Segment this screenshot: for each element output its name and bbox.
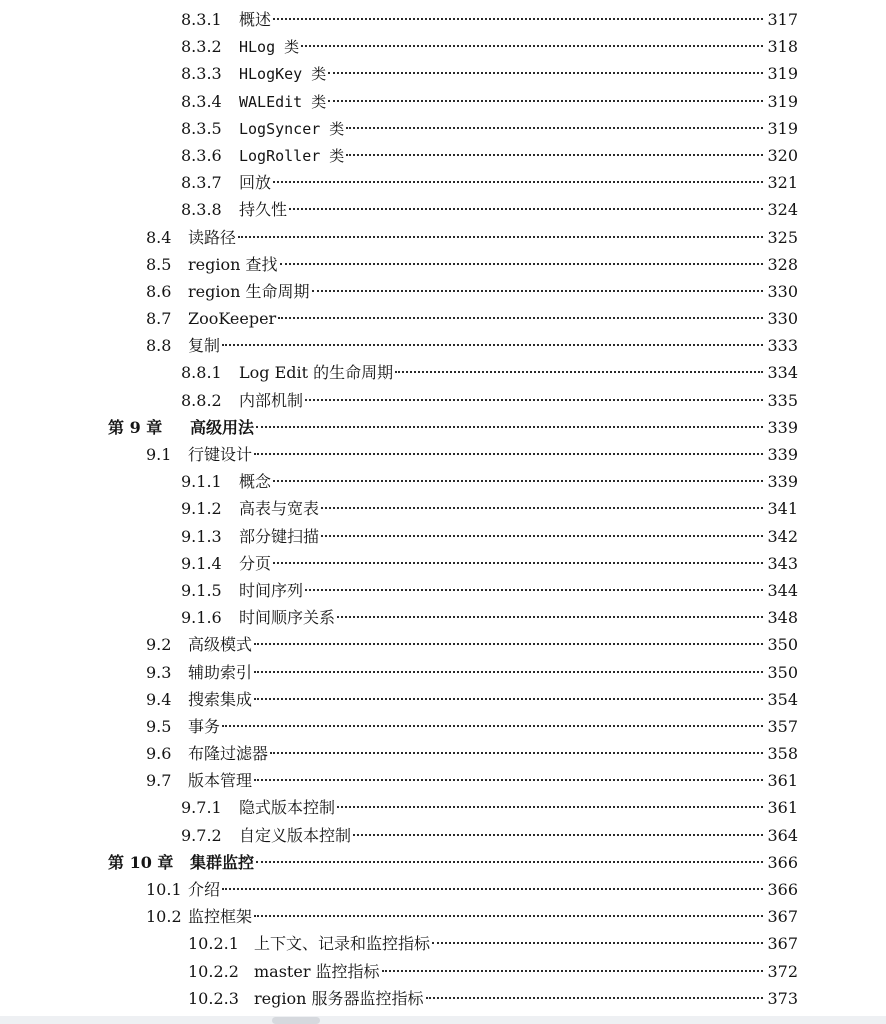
toc-subsection-row[interactable] [0,468,886,495]
toc-section-row[interactable] [0,713,886,740]
toc-entry-number: 8.3.4 [181,91,222,111]
toc-page-number: 354 [767,689,798,709]
toc-section-row[interactable] [0,659,886,686]
toc-subsection-row[interactable] [0,6,886,33]
toc-entry-number: 10.2 [146,907,182,927]
toc-entry-number: 9.7.2 [181,825,222,845]
toc-page-number: 341 [767,499,798,519]
dot-leader [382,970,763,972]
toc-page-number: 366 [767,852,798,872]
toc-page-number: 330 [767,281,798,301]
dot-leader [222,344,763,346]
toc-entry-title: 时间序列 [239,580,304,600]
toc-entry-title: 概念 [239,472,272,492]
toc-entry-number: 8.8.2 [181,390,222,410]
toc-entry-title: 介绍 [188,880,221,899]
dot-leader [426,997,763,999]
toc-page-number: 325 [767,227,798,247]
toc-subsection-row[interactable] [0,794,886,821]
dot-leader [254,915,763,917]
dot-leader [238,236,763,238]
dot-leader [254,779,763,781]
toc-subsection-row[interactable] [0,822,886,849]
toc-page-number: 342 [767,526,798,546]
dot-leader [346,127,763,129]
toc-entry-title: 辅助索引 [188,662,253,682]
toc-page-number: 317 [767,10,798,29]
toc-page-number: 339 [767,417,798,437]
toc-page-number: 361 [767,798,798,818]
scroll-thumb[interactable] [272,1017,320,1024]
toc-subsection-row[interactable] [0,495,886,522]
toc-entry-number: 8.3.8 [181,200,222,220]
toc-entry-title: LogRoller 类 [239,146,345,165]
toc-entry-title: 部分键扫描 [239,526,320,546]
toc-section-row[interactable] [0,631,886,658]
toc-entry-title: HLogKey 类 [239,65,327,84]
toc-page-number: 319 [767,64,798,84]
toc-entry-number: 8.3.7 [181,173,222,193]
toc-entry-number: 9.7.1 [181,798,222,818]
toc-entry-title: HLog 类 [239,38,300,57]
toc-page-number: 328 [767,254,798,274]
dot-leader [273,562,763,564]
toc-entry-number: 10.1 [146,880,182,899]
toc-entry-number: 8.3.1 [181,10,222,29]
toc-entry-number: 10.2.1 [188,934,239,954]
toc-page-number: 339 [767,472,798,492]
toc-page-number: 335 [767,390,798,410]
toc-entry-title: ZooKeeper [188,309,277,329]
toc-page-number: 367 [767,907,798,927]
dot-leader [254,453,763,455]
dot-leader [270,752,763,754]
toc-page-number: 364 [767,825,798,845]
toc-page-number: 348 [767,608,798,628]
toc-page-number: 372 [767,961,798,981]
toc-subsection-row[interactable] [0,60,886,87]
toc-entry-number: 8.3.5 [181,118,222,138]
toc-entry-number: 9.1.1 [181,472,222,492]
dot-leader [321,535,763,537]
toc-entry-title: 概述 [239,10,272,29]
toc-entry-number: 9.7 [146,771,172,791]
toc-entry-number: 第 9 章 [108,417,163,437]
toc-section-row[interactable] [0,686,886,713]
dot-leader [321,507,763,509]
dot-leader [328,72,763,74]
toc-entry-number: 9.1.4 [181,553,222,573]
toc-chapter-row[interactable] [0,414,886,441]
toc-page-number: 319 [767,118,798,138]
toc-entry-title: region 生命周期 [188,281,310,301]
toc-entry-number: 10.2.3 [188,988,239,1008]
toc-entry-title: 上下文、记录和监控指标 [254,934,431,954]
toc-entry-title: 内部机制 [239,390,304,410]
toc-entry-title: 时间顺序关系 [239,608,336,628]
toc-page-number: 318 [767,37,798,57]
toc-entry-title: 高级用法 [190,417,255,437]
toc-entry-number: 9.3 [146,662,172,682]
toc-page-number: 367 [767,934,798,954]
toc-subsection-row[interactable] [0,169,886,196]
dot-leader [273,18,763,20]
toc-subsection-row[interactable] [0,550,886,577]
toc-page-number: 350 [767,635,798,655]
toc-page-number: 330 [767,309,798,329]
toc-entry-title: WALEdit 类 [239,92,327,111]
toc-entry-title: region 服务器监控指标 [254,988,424,1008]
toc-section-row[interactable] [0,903,886,930]
toc-entry-title: 回放 [239,173,272,193]
toc-entry-title: 搜索集成 [188,689,253,709]
toc-page-number: 344 [767,580,798,600]
dot-leader [432,942,763,944]
toc-entry-title: region 查找 [188,254,278,274]
toc-subsection-row[interactable] [0,33,886,60]
toc-entry-number: 9.5 [146,716,172,736]
toc-section-row[interactable] [0,224,886,251]
toc-subsection-row[interactable] [0,577,886,604]
toc-entry-title: 分页 [239,553,272,573]
toc-entry-number: 第 10 章 [108,852,174,872]
toc-entry-number: 9.1.6 [181,608,222,628]
toc-page-number: 350 [767,662,798,682]
toc-page-number: 357 [767,716,798,736]
toc-entry-number: 9.6 [146,744,172,764]
dot-leader [301,45,763,47]
dot-leader [256,861,763,863]
toc-section-row[interactable] [0,740,886,767]
toc-entry-number: 9.1.3 [181,526,222,546]
viewer-scroll-bar[interactable] [0,1016,886,1024]
dot-leader [346,154,763,156]
dot-leader [353,834,763,836]
toc-entry-title: 版本管理 [188,771,253,791]
toc-entry-title: 高表与宽表 [239,499,320,519]
toc-entry-title: 自定义版本控制 [239,825,352,845]
toc-subsection-row[interactable] [0,958,886,985]
toc-subsection-row[interactable] [0,115,886,142]
toc-entry-title: master 监控指标 [254,961,380,981]
toc-entry-number: 8.3.6 [181,145,222,165]
dot-leader [395,371,763,373]
toc-entry-number: 8.4 [146,227,172,247]
toc-subsection-row[interactable] [0,985,886,1012]
dot-leader [305,589,763,591]
toc-entry-title: 持久性 [239,200,288,220]
toc-subsection-row[interactable] [0,88,886,115]
toc-page-number: 373 [767,988,798,1008]
dot-leader [222,725,763,727]
toc-page-number: 358 [767,744,798,764]
toc-entry-number: 10.2.2 [188,961,239,981]
dot-leader [337,616,763,618]
toc-section-row[interactable] [0,441,886,468]
dot-leader [254,698,763,700]
dot-leader [273,181,763,183]
toc-subsection-row[interactable] [0,196,886,223]
toc-entry-number: 9.2 [146,635,172,655]
toc-section-row[interactable] [0,876,886,903]
toc-entry-title: 监控框架 [188,907,253,927]
table-of-contents [0,6,886,1012]
toc-subsection-row[interactable] [0,142,886,169]
dot-leader [278,317,763,319]
dot-leader [222,888,763,890]
toc-entry-number: 9.1.2 [181,499,222,519]
dot-leader [273,480,763,482]
toc-entry-number: 9.1.5 [181,580,222,600]
toc-entry-title: 高级模式 [188,635,253,655]
toc-page-number: 339 [767,445,798,464]
toc-section-row[interactable] [0,332,886,359]
toc-entry-number: 8.8.1 [181,363,222,383]
dot-leader [328,100,763,102]
toc-subsection-row[interactable] [0,930,886,957]
toc-entry-title: 复制 [188,336,221,356]
toc-subsection-row[interactable] [0,387,886,414]
dot-leader [289,208,763,210]
toc-section-row[interactable] [0,767,886,794]
toc-section-row[interactable] [0,278,886,305]
toc-entry-title: 读路径 [188,227,237,247]
toc-page-number: 366 [767,880,798,899]
dot-leader [256,426,763,428]
toc-entry-number: 9.1 [146,445,172,464]
toc-page-number: 319 [767,91,798,111]
toc-section-row[interactable] [0,251,886,278]
toc-entry-number: 8.3.3 [181,64,222,84]
dot-leader [254,671,763,673]
toc-subsection-row[interactable] [0,523,886,550]
dot-leader [254,643,763,645]
toc-entry-number: 8.5 [146,254,172,274]
toc-page-number: 343 [767,553,798,573]
toc-chapter-row[interactable] [0,849,886,876]
toc-page-number: 320 [767,145,798,165]
dot-leader [337,806,763,808]
toc-subsection-row[interactable] [0,359,886,386]
toc-entry-title: 隐式版本控制 [239,798,336,818]
toc-entry-title: LogSyncer 类 [239,119,345,138]
toc-entry-number: 8.6 [146,281,172,301]
dot-leader [305,399,763,401]
dot-leader [312,290,763,292]
toc-entry-title: 行键设计 [188,445,253,464]
toc-entry-title: 布隆过滤器 [188,744,269,764]
toc-entry-number: 8.3.2 [181,37,222,57]
toc-entry-title: 集群监控 [190,852,255,872]
toc-page-number: 334 [767,363,798,383]
toc-entry-number: 8.7 [146,309,172,329]
toc-entry-number: 8.8 [146,336,172,356]
toc-section-row[interactable] [0,305,886,332]
dot-leader [280,263,763,265]
toc-page-number: 324 [767,200,798,220]
toc-entry-number: 9.4 [146,689,172,709]
toc-entry-title: 事务 [188,716,221,736]
toc-subsection-row[interactable] [0,604,886,631]
toc-page-number: 333 [767,336,798,356]
toc-page-number: 361 [767,771,798,791]
toc-entry-title: Log Edit 的生命周期 [239,363,394,383]
toc-page-number: 321 [767,173,798,193]
